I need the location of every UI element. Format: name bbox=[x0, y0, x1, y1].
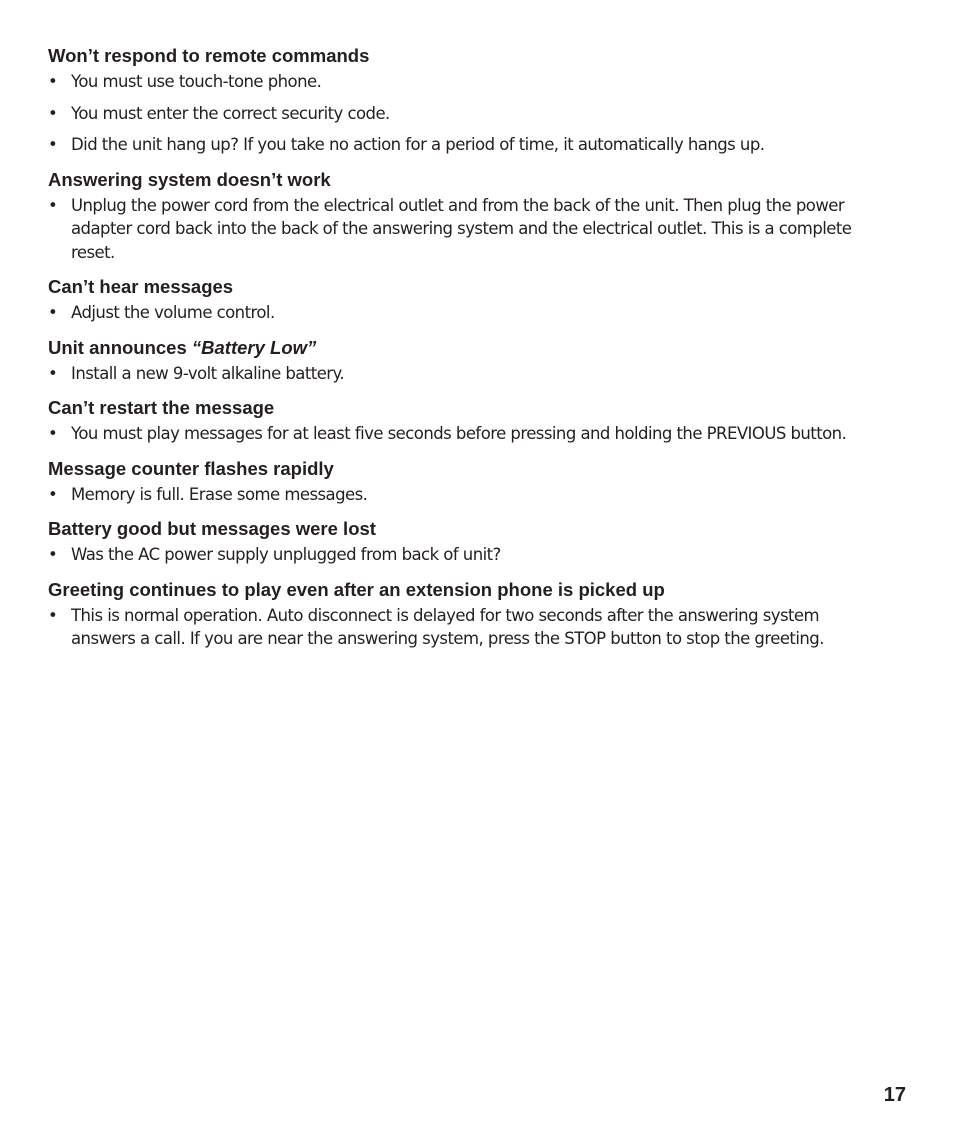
bullet-list bbox=[48, 543, 888, 567]
list-item bbox=[48, 194, 888, 265]
list-item bbox=[48, 102, 888, 126]
bullet-icon: • bbox=[48, 303, 58, 322]
list-item-text: Did the unit hang up? If you take no action for a period of time, it automatically hangs up. bbox=[71, 135, 765, 154]
bullet-icon: • bbox=[48, 484, 58, 504]
list-item-text: Memory is full. Erase some messages. bbox=[71, 484, 368, 504]
list-item-text: You must enter the correct security code. bbox=[71, 103, 390, 123]
section-heading: Won’t respond to remote commands bbox=[48, 45, 370, 66]
list-item bbox=[48, 604, 888, 651]
bullet-icon: • bbox=[48, 545, 58, 564]
list-item bbox=[48, 543, 888, 567]
section-heading: Battery good but messages were lost bbox=[48, 518, 376, 539]
heading-prefix: Unit announces bbox=[48, 336, 192, 358]
list-item-text: Adjust the volume control. bbox=[71, 303, 275, 322]
list-item-text: Install a new 9-volt alkaline battery. bbox=[71, 363, 345, 383]
section-cant-hear bbox=[48, 276, 888, 325]
bullet-list bbox=[48, 70, 888, 157]
bullet-icon: • bbox=[48, 195, 58, 215]
bullet-icon: • bbox=[48, 605, 58, 625]
list-item bbox=[48, 362, 888, 386]
section-heading: Greeting continues to play even after an extension phone is picked up bbox=[48, 578, 665, 600]
section-battery-low bbox=[48, 337, 888, 386]
bullet-list bbox=[48, 362, 888, 386]
list-item bbox=[48, 133, 888, 157]
heading-emphasis: “Battery Low” bbox=[191, 336, 317, 358]
bullet-list bbox=[48, 194, 888, 265]
troubleshooting-content bbox=[48, 45, 888, 663]
list-item-text: Unplug the power cord from the electrical outlet and from the back of the unit. Then plug the power adapter cord back into the back of the answering system and the electrical outlet. This is a complete reset. bbox=[71, 195, 852, 262]
bullet-list bbox=[48, 301, 888, 325]
bullet-icon: • bbox=[48, 103, 58, 123]
section-heading: Message counter flashes rapidly bbox=[48, 457, 334, 479]
section-heading: Answering system doesn’t work bbox=[48, 168, 331, 190]
bullet-list bbox=[48, 483, 888, 507]
section-heading: Can’t hear messages bbox=[48, 276, 234, 297]
bullet-icon: • bbox=[48, 72, 58, 91]
page-number: 17 bbox=[883, 1084, 906, 1106]
bullet-icon: • bbox=[48, 363, 58, 383]
section-heading bbox=[48, 337, 888, 359]
list-item-text: You must play messages for at least five seconds before pressing and holding the PREVIOUS button. bbox=[71, 424, 847, 443]
section-remote-commands bbox=[48, 45, 888, 157]
section-cant-restart bbox=[48, 397, 888, 446]
list-item bbox=[48, 483, 888, 507]
bullet-icon: • bbox=[48, 424, 58, 443]
list-item-text: Was the AC power supply unplugged from back of unit? bbox=[71, 545, 501, 564]
list-item bbox=[48, 301, 888, 325]
list-item bbox=[48, 422, 888, 446]
bullet-list bbox=[48, 604, 888, 651]
bullet-list bbox=[48, 422, 888, 446]
list-item bbox=[48, 70, 888, 94]
section-heading: Can’t restart the message bbox=[48, 397, 275, 418]
section-counter-flashes bbox=[48, 458, 888, 507]
bullet-icon: • bbox=[48, 135, 58, 154]
section-answering-system bbox=[48, 169, 888, 265]
section-messages-lost bbox=[48, 518, 888, 567]
section-greeting-continues bbox=[48, 579, 888, 651]
list-item-text: This is normal operation. Auto disconnect is delayed for two seconds after the answering system answers a call. If you are near the answering system, press the STOP button to stop the greeting. bbox=[71, 605, 824, 648]
list-item-text: You must use touch-tone phone. bbox=[71, 72, 322, 91]
